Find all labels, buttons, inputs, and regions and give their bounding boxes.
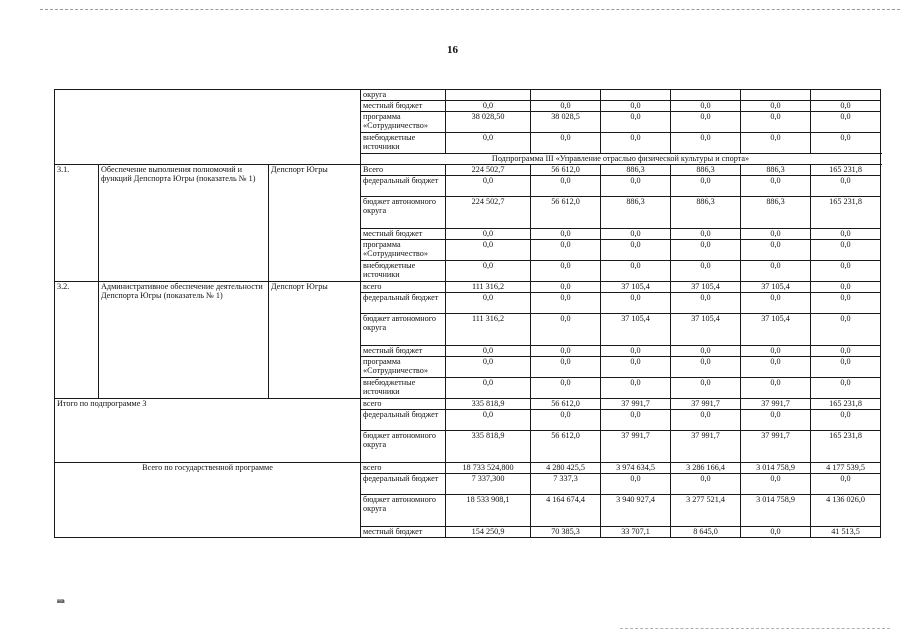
value-cell: 0,0 — [671, 133, 741, 154]
value-cell: 3 940 927,4 — [601, 495, 671, 527]
value-cell: 0,0 — [601, 293, 671, 314]
value-cell: 0,0 — [531, 410, 601, 431]
value-cell: 56 612,0 — [531, 399, 601, 410]
value-cell: 0,0 — [601, 240, 671, 261]
value-cell: 0,0 — [671, 378, 741, 399]
table-row — [55, 90, 881, 101]
value-cell: 0,0 — [531, 101, 601, 112]
item-number: 3.1. — [55, 165, 99, 282]
value-cell: 0,0 — [811, 112, 881, 133]
value-cell: 38 028,50 — [446, 112, 531, 133]
value-cell: 0,0 — [601, 229, 671, 240]
value-cell: 0,0 — [531, 346, 601, 357]
value-cell: 0,0 — [741, 240, 811, 261]
value-cell: 154 250,9 — [446, 527, 531, 538]
value-cell: 0,0 — [741, 378, 811, 399]
value-cell: 0,0 — [671, 101, 741, 112]
value-cell: 56 612,0 — [531, 165, 601, 176]
value-cell: 37 105,4 — [601, 282, 671, 293]
item-executor: Депспорт Югры — [269, 165, 361, 282]
value-cell: 224 502,7 — [446, 165, 531, 176]
continued-cell — [55, 90, 361, 165]
source-cell: округа — [361, 90, 446, 101]
source-cell: федеральный бюджет — [361, 293, 446, 314]
value-cell: 165 231,8 — [811, 431, 881, 463]
value-cell: 41 513,5 — [811, 527, 881, 538]
value-cell: 0,0 — [531, 314, 601, 346]
source-cell: бюджет автономного округа — [361, 495, 446, 527]
value-cell: 7 337,300 — [446, 474, 531, 495]
item-name: Обеспечение выполнения полномочий и функций Депспорта Югры (показатель № 1) — [99, 165, 269, 282]
value-cell: 0,0 — [446, 378, 531, 399]
table-row — [55, 399, 881, 410]
source-cell: федеральный бюджет — [361, 410, 446, 431]
value-cell: 4 136 026,0 — [811, 495, 881, 527]
value-cell: 37 105,4 — [671, 314, 741, 346]
value-cell: 886,3 — [741, 197, 811, 229]
subprogram-header: Подпрограмма III «Управление отраслью физической культуры и спорта» — [361, 154, 881, 165]
value-cell: 0,0 — [531, 176, 601, 197]
total-label: Всего по государственной программе — [55, 463, 361, 538]
value-cell: 0,0 — [741, 261, 811, 282]
value-cell: 0,0 — [811, 410, 881, 431]
value-cell: 0,0 — [601, 474, 671, 495]
value-cell: 0,0 — [671, 357, 741, 378]
value-cell: 165 231,8 — [811, 165, 881, 176]
value-cell: 0,0 — [741, 133, 811, 154]
value-cell: 0,0 — [811, 357, 881, 378]
source-cell: Всего — [361, 165, 446, 176]
value-cell: 37 991,7 — [671, 431, 741, 463]
value-cell: 0,0 — [671, 112, 741, 133]
source-cell: федеральный бюджет — [361, 474, 446, 495]
value-cell: 0,0 — [811, 314, 881, 346]
item-executor: Депспорт Югры — [269, 282, 361, 399]
value-cell: 0,0 — [741, 229, 811, 240]
source-cell: всего — [361, 399, 446, 410]
value-cell: 0,0 — [671, 240, 741, 261]
scan-edge-bottom — [620, 628, 890, 630]
value-cell: 0,0 — [741, 101, 811, 112]
value-cell: 37 991,7 — [741, 399, 811, 410]
value-cell: 0,0 — [811, 378, 881, 399]
value-cell: 4 280 425,5 — [531, 463, 601, 474]
value-cell: 0,0 — [671, 176, 741, 197]
value-cell: 37 991,7 — [671, 399, 741, 410]
source-cell: местный бюджет — [361, 101, 446, 112]
value-cell: 0,0 — [531, 293, 601, 314]
value-cell: 0,0 — [446, 410, 531, 431]
value-cell: 0,0 — [446, 293, 531, 314]
source-cell: всего — [361, 282, 446, 293]
value-cell: 33 707,1 — [601, 527, 671, 538]
value-cell: 0,0 — [446, 346, 531, 357]
value-cell: 0,0 — [601, 410, 671, 431]
value-cell: 0,0 — [531, 261, 601, 282]
value-cell: 111 316,2 — [446, 282, 531, 293]
value-cell: 0,0 — [811, 261, 881, 282]
value-cell: 0,0 — [531, 229, 601, 240]
value-cell: 0,0 — [671, 474, 741, 495]
source-cell: бюджет автономного округа — [361, 197, 446, 229]
budget-table — [54, 89, 881, 538]
table-row — [55, 165, 881, 176]
value-cell: 886,3 — [601, 165, 671, 176]
value-cell: 0,0 — [531, 378, 601, 399]
value-cell: 37 991,7 — [741, 431, 811, 463]
table-row — [55, 463, 881, 474]
value-cell: 18 733 524,800 — [446, 463, 531, 474]
value-cell: 0,0 — [601, 176, 671, 197]
source-cell: внебюджетные источники — [361, 133, 446, 154]
value-cell: 56 612,0 — [531, 431, 601, 463]
value-cell: 111 316,2 — [446, 314, 531, 346]
value-cell: 0,0 — [446, 133, 531, 154]
value-cell: 886,3 — [741, 165, 811, 176]
value-cell: 3 277 521,4 — [671, 495, 741, 527]
value-cell: 38 028,5 — [531, 112, 601, 133]
value-cell: 0,0 — [531, 240, 601, 261]
value-cell: 0,0 — [601, 346, 671, 357]
value-cell: 0,0 — [446, 229, 531, 240]
value-cell: 0,0 — [446, 101, 531, 112]
source-cell: внебюджетные источники — [361, 261, 446, 282]
value-cell: 0,0 — [446, 261, 531, 282]
item-name: Административное обеспечение деятельности Депспорта Югры (показатель № 1) — [99, 282, 269, 399]
value-cell: 0,0 — [741, 410, 811, 431]
value-cell: 335 818,9 — [446, 431, 531, 463]
value-cell: 37 105,4 — [741, 314, 811, 346]
value-cell: 0,0 — [601, 133, 671, 154]
value-cell: 0,0 — [601, 261, 671, 282]
value-cell: 886,3 — [671, 165, 741, 176]
source-cell: бюджет автономного округа — [361, 314, 446, 346]
value-cell: 0,0 — [811, 282, 881, 293]
value-cell: 0,0 — [531, 133, 601, 154]
value-cell: 3 014 758,9 — [741, 495, 811, 527]
value-cell: 56 612,0 — [531, 197, 601, 229]
value-cell: 0,0 — [601, 357, 671, 378]
value-cell: 0,0 — [741, 112, 811, 133]
subtotal-label: Итого по подпрограмме 3 — [55, 399, 361, 463]
value-cell: 0,0 — [741, 346, 811, 357]
value-cell: 0,0 — [671, 410, 741, 431]
value-cell: 0,0 — [811, 101, 881, 112]
value-cell: 3 286 166,4 — [671, 463, 741, 474]
source-cell: местный бюджет — [361, 346, 446, 357]
value-cell: 18 533 908,1 — [446, 495, 531, 527]
value-cell: 0,0 — [601, 101, 671, 112]
value-cell: 0,0 — [741, 293, 811, 314]
value-cell: 0,0 — [741, 176, 811, 197]
value-cell: 37 991,7 — [601, 431, 671, 463]
value-cell: 335 818,9 — [446, 399, 531, 410]
value-cell: 0,0 — [741, 527, 811, 538]
value-cell: 0,0 — [446, 357, 531, 378]
scan-edge-top — [40, 9, 900, 12]
page-number: 16 — [447, 44, 458, 56]
value-cell: 165 231,8 — [811, 399, 881, 410]
value-cell: 0,0 — [531, 357, 601, 378]
source-cell: программа «Сотрудничество» — [361, 357, 446, 378]
value-cell: 37 105,4 — [671, 282, 741, 293]
value-cell: 37 991,7 — [601, 399, 671, 410]
value-cell: 0,0 — [446, 176, 531, 197]
value-cell: 0,0 — [671, 346, 741, 357]
value-cell: 4 177 539,5 — [811, 463, 881, 474]
value-cell: 0,0 — [446, 240, 531, 261]
value-cell: 0,0 — [811, 229, 881, 240]
value-cell: 0,0 — [811, 176, 881, 197]
value-cell: 0,0 — [601, 378, 671, 399]
value-cell: 886,3 — [671, 197, 741, 229]
value-cell: 0,0 — [811, 474, 881, 495]
value-cell: 3 014 758,9 — [741, 463, 811, 474]
value-cell: 0,0 — [671, 261, 741, 282]
value-cell: 37 105,4 — [601, 314, 671, 346]
value-cell: 0,0 — [671, 229, 741, 240]
value-cell: 8 645,0 — [671, 527, 741, 538]
value-cell: 0,0 — [741, 357, 811, 378]
source-cell: бюджет автономного округа — [361, 431, 446, 463]
value-cell: 0,0 — [671, 293, 741, 314]
value-cell: 7 337,3 — [531, 474, 601, 495]
value-cell: 0,0 — [811, 133, 881, 154]
table-row — [55, 282, 881, 293]
value-cell: 224 502,7 — [446, 197, 531, 229]
value-cell: 0,0 — [811, 346, 881, 357]
value-cell: 0,0 — [811, 293, 881, 314]
value-cell: 70 385,3 — [531, 527, 601, 538]
source-cell: внебюджетные источники — [361, 378, 446, 399]
source-cell: местный бюджет — [361, 229, 446, 240]
value-cell: 0,0 — [531, 282, 601, 293]
item-number: 3.2. — [55, 282, 99, 399]
source-cell: местный бюджет — [361, 527, 446, 538]
value-cell: 886,3 — [601, 197, 671, 229]
value-cell: 0,0 — [601, 112, 671, 133]
value-cell: 0,0 — [811, 240, 881, 261]
value-cell: 4 164 674,4 — [531, 495, 601, 527]
source-cell: федеральный бюджет — [361, 176, 446, 197]
value-cell: 3 974 634,5 — [601, 463, 671, 474]
value-cell: 37 105,4 — [741, 282, 811, 293]
footer-mark: нв — [57, 597, 65, 605]
source-cell: программа «Сотрудничество» — [361, 112, 446, 133]
value-cell: 0,0 — [741, 474, 811, 495]
value-cell: 165 231,8 — [811, 197, 881, 229]
source-cell: всего — [361, 463, 446, 474]
source-cell: программа «Сотрудничество» — [361, 240, 446, 261]
